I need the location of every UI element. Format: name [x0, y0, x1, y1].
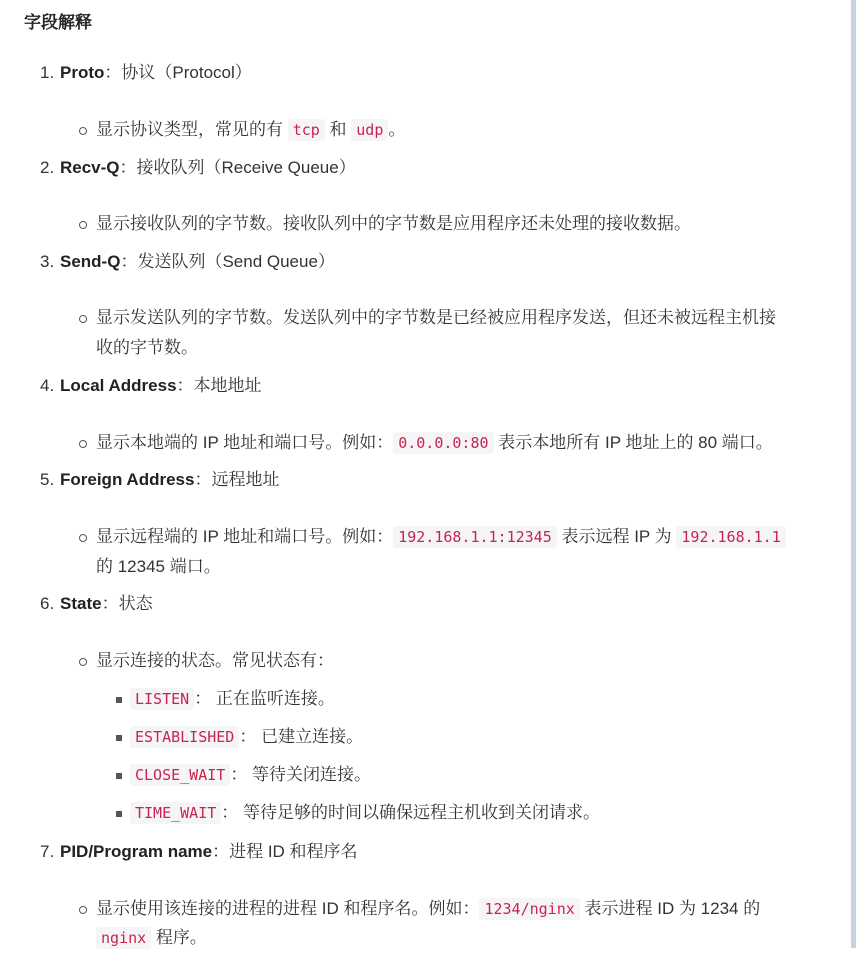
circle-bullet-icon [79, 315, 87, 323]
inline-code: 0.0.0.0:80 [393, 432, 493, 454]
list-item-pid-program-name: 7. PID/Program name：进程 ID 和程序名 [40, 842, 358, 861]
square-bullet-icon [116, 811, 122, 817]
inline-code: tcp [288, 119, 325, 141]
list-item-description: 显示协议类型，常见的有 tcp 和 udp 。 [96, 120, 406, 139]
inline-code: ESTABLISHED [130, 726, 239, 748]
state-item: ESTABLISHED ： 已建立连接。 [130, 722, 363, 752]
square-bullet-icon [116, 735, 122, 741]
list-item-description: 显示本地端的 IP 地址和端口号。例如： 0.0.0.0:80 表示本地所有 IP 地址上的 80 端口。 [96, 433, 773, 452]
list-item-description: 显示远程端的 IP 地址和端口号。例如： 192.168.1.1:12345 表示远程 IP 为 192.168.1.1 [96, 522, 786, 552]
definition: 接收队列（Receive Queue） [136, 158, 356, 177]
circle-bullet-icon [79, 221, 87, 229]
circle-bullet-icon [79, 440, 87, 448]
list-item-local-address: 4. Local Address：本地地址 [40, 376, 262, 395]
definition: 远程地址 [211, 470, 280, 489]
term: Recv-Q [60, 158, 120, 177]
state-item: LISTEN ： 正在监听连接。 [130, 684, 335, 714]
right-border [851, 0, 856, 948]
list-item-recv-q: 2. Recv-Q：接收队列（Receive Queue） [40, 158, 356, 177]
definition: 进程 ID 和程序名 [229, 842, 358, 861]
list-item-description: 显示接收队列的字节数。接收队列中的字节数是应用程序还未处理的接收数据。 [96, 214, 691, 233]
list-item-description-cont: nginx 程序。 [96, 923, 207, 953]
list-item-send-q: 3. Send-Q：发送队列（Send Queue） [40, 252, 335, 271]
definition: 本地地址 [193, 376, 262, 395]
definition: 协议（Protocol） [121, 63, 252, 82]
list-item-description-cont: 的 12345 端口。 [96, 557, 221, 576]
list-item-state: 6. State：状态 [40, 594, 153, 613]
circle-bullet-icon [79, 658, 87, 666]
list-item-description: 显示使用该连接的进程的进程 ID 和程序名。例如： 1234/nginx 表示进程 ID 为 1234 的 [96, 899, 761, 918]
list-item-description: 显示发送队列的字节数。发送队列中的字节数是已经被应用程序发送，但还未被远程主机接 [96, 308, 776, 327]
definition: 发送队列（Send Queue） [137, 252, 335, 271]
inline-code: 192.168.1.1:12345 [393, 526, 557, 548]
definition: 状态 [118, 594, 153, 613]
square-bullet-icon [116, 697, 122, 703]
inline-code: 192.168.1.1 [676, 526, 785, 548]
circle-bullet-icon [79, 127, 87, 135]
circle-bullet-icon [79, 534, 87, 542]
list-item-description-cont: 收的字节数。 [96, 338, 198, 357]
term: Foreign Address [60, 470, 195, 489]
inline-code: LISTEN [130, 688, 194, 710]
term: State [60, 594, 102, 613]
inline-code: CLOSE_WAIT [130, 764, 230, 786]
term: Local Address [60, 376, 177, 395]
list-item-description: 显示连接的状态。常见状态有： [96, 651, 334, 670]
inline-code: nginx [96, 927, 151, 949]
state-item: CLOSE_WAIT ： 等待关闭连接。 [130, 760, 371, 790]
state-item: TIME_WAIT ： 等待足够的时间以确保远程主机收到关闭请求。 [130, 798, 600, 828]
inline-code: udp [351, 119, 388, 141]
inline-code: TIME_WAIT [130, 802, 221, 824]
term: Proto [60, 63, 105, 82]
term: Send-Q [60, 252, 121, 271]
inline-code: 1234/nginx [479, 898, 579, 920]
square-bullet-icon [116, 773, 122, 779]
section-heading: 字段解释 [24, 13, 92, 32]
list-item-proto: 1. Proto：协议（Protocol） [40, 63, 252, 82]
term: PID/Program name [60, 842, 213, 861]
circle-bullet-icon [79, 906, 87, 914]
list-item-foreign-address: 5. Foreign Address：远程地址 [40, 470, 280, 489]
